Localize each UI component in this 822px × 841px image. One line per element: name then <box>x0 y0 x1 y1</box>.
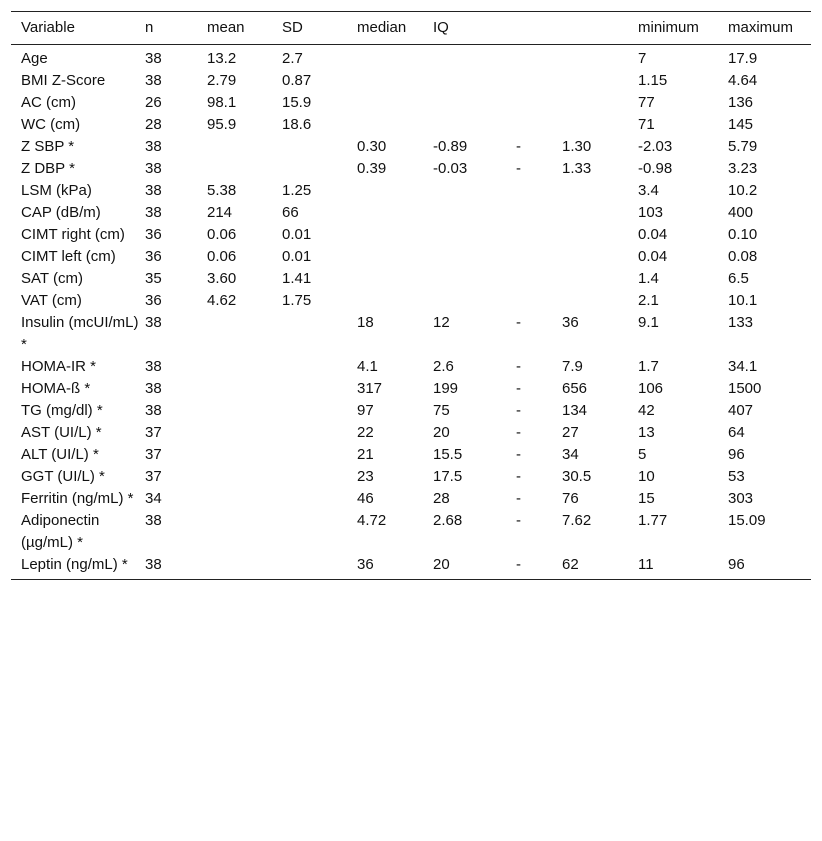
cell-iq-low: 12 <box>433 314 450 331</box>
cell-mean: 2.79 <box>207 72 237 89</box>
cell-median <box>357 180 433 202</box>
cell-n: 35 <box>145 270 162 287</box>
cell-maximum: 15.09 <box>728 512 766 529</box>
cell-iq-low: 28 <box>433 490 450 507</box>
cell-variable: HOMA-ß * <box>21 380 91 397</box>
cell-median <box>357 268 433 290</box>
column-header-mean: mean <box>207 12 282 45</box>
cell-maximum: 4.64 <box>728 72 758 89</box>
cell-median: 0.30 <box>357 138 387 155</box>
cell-mean <box>207 356 282 378</box>
cell-iq-low <box>433 290 516 312</box>
cell-sd <box>282 312 357 356</box>
cell-median <box>357 92 433 114</box>
cell-iq-sep <box>516 268 562 290</box>
cell-iq-sep: - <box>516 446 521 463</box>
cell-variable: Adiponectin (µg/mL) * <box>21 512 100 551</box>
cell-iq-low: -0.89 <box>433 138 468 155</box>
table-row <box>11 92 811 114</box>
cell-maximum: 400 <box>728 204 754 221</box>
cell-iq-low <box>433 180 516 202</box>
cell-sd <box>282 136 357 158</box>
cell-sd <box>282 488 357 510</box>
cell-iq-high <box>562 246 638 268</box>
cell-n: 37 <box>145 468 162 485</box>
cell-variable: AST (UI/L) * <box>21 424 102 441</box>
data-table-container <box>11 11 811 580</box>
cell-variable: CIMT left (cm) <box>21 248 116 265</box>
table-row <box>11 312 811 356</box>
cell-maximum: 0.08 <box>728 248 758 265</box>
cell-n: 36 <box>145 248 162 265</box>
cell-n: 26 <box>145 94 162 111</box>
cell-median: 0.39 <box>357 160 387 177</box>
cell-n: 38 <box>145 138 162 155</box>
cell-iq-low: 17.5 <box>433 468 463 485</box>
cell-iq-high: 1.30 <box>562 138 592 155</box>
cell-median <box>357 246 433 268</box>
cell-iq-low <box>433 45 516 71</box>
cell-n: 37 <box>145 424 162 441</box>
cell-mean: 3.60 <box>207 270 237 287</box>
cell-iq-low <box>433 70 516 92</box>
cell-n: 38 <box>145 182 162 199</box>
cell-n: 38 <box>145 358 162 375</box>
cell-minimum: 15 <box>638 490 655 507</box>
statistics-table <box>11 11 811 580</box>
cell-n: 38 <box>145 556 162 573</box>
cell-iq-high: 36 <box>562 314 579 331</box>
cell-iq-sep: - <box>516 314 521 331</box>
cell-mean <box>207 466 282 488</box>
cell-variable: Leptin (ng/mL) * <box>21 556 128 573</box>
cell-iq-low <box>433 268 516 290</box>
cell-n: 38 <box>145 380 162 397</box>
cell-median <box>357 202 433 224</box>
cell-minimum: 7 <box>638 50 647 67</box>
cell-minimum: 103 <box>638 204 664 221</box>
table-row <box>11 268 811 290</box>
table-row <box>11 202 811 224</box>
cell-variable: Age <box>21 50 48 67</box>
cell-mean <box>207 312 282 356</box>
cell-maximum: 0.10 <box>728 226 758 243</box>
cell-iq-high <box>562 92 638 114</box>
cell-median: 97 <box>357 402 374 419</box>
cell-sd <box>282 158 357 180</box>
cell-mean <box>207 444 282 466</box>
cell-median: 46 <box>357 490 374 507</box>
cell-iq-high: 62 <box>562 556 579 573</box>
cell-mean: 0.06 <box>207 226 237 243</box>
cell-minimum: 42 <box>638 402 655 419</box>
cell-iq-low: 199 <box>433 380 459 397</box>
cell-maximum: 145 <box>728 116 754 133</box>
cell-iq-sep <box>516 92 562 114</box>
cell-iq-high: 7.62 <box>562 512 592 529</box>
cell-maximum: 6.5 <box>728 270 749 287</box>
cell-mean: 4.62 <box>207 292 237 309</box>
cell-median: 21 <box>357 446 374 463</box>
cell-iq-high: 76 <box>562 490 579 507</box>
cell-iq-high: 1.33 <box>562 160 592 177</box>
cell-sd <box>282 356 357 378</box>
table-row <box>11 290 811 312</box>
cell-iq-sep <box>516 45 562 71</box>
column-header-median: median <box>357 12 433 45</box>
table-row <box>11 422 811 444</box>
cell-n: 28 <box>145 116 162 133</box>
cell-iq-sep: - <box>516 512 521 529</box>
cell-variable: CAP (dB/m) <box>21 204 101 221</box>
cell-minimum: 1.4 <box>638 270 659 287</box>
cell-median: 317 <box>357 380 383 397</box>
cell-minimum: 1.15 <box>638 72 668 89</box>
cell-minimum: 2.1 <box>638 292 659 309</box>
cell-variable: CIMT right (cm) <box>21 226 125 243</box>
cell-n: 38 <box>145 314 162 331</box>
table-row <box>11 378 811 400</box>
cell-iq-high: 34 <box>562 446 579 463</box>
cell-sd: 0.87 <box>282 72 312 89</box>
cell-iq-high: 7.9 <box>562 358 583 375</box>
cell-minimum: 1.77 <box>638 512 668 529</box>
cell-variable: AC (cm) <box>21 94 76 111</box>
cell-n: 37 <box>145 446 162 463</box>
cell-mean <box>207 488 282 510</box>
cell-iq-sep: - <box>516 490 521 507</box>
cell-variable: Z SBP * <box>21 138 75 155</box>
cell-sd: 0.01 <box>282 248 312 265</box>
cell-sd <box>282 466 357 488</box>
cell-variable: TG (mg/dl) * <box>21 402 103 419</box>
cell-n: 34 <box>145 490 162 507</box>
table-row <box>11 180 811 202</box>
cell-sd: 15.9 <box>282 94 312 111</box>
cell-median: 4.1 <box>357 358 378 375</box>
cell-median: 18 <box>357 314 374 331</box>
cell-n: 38 <box>145 204 162 221</box>
cell-maximum: 1500 <box>728 380 762 397</box>
cell-iq-low: 2.68 <box>433 512 463 529</box>
cell-iq-high <box>562 45 638 71</box>
cell-maximum: 96 <box>728 556 745 573</box>
cell-variable: Ferritin (ng/mL) * <box>21 490 134 507</box>
cell-variable: VAT (cm) <box>21 292 82 309</box>
table-row <box>11 136 811 158</box>
cell-sd <box>282 510 357 554</box>
cell-iq-sep <box>516 246 562 268</box>
cell-median <box>357 70 433 92</box>
cell-iq-low <box>433 114 516 136</box>
cell-variable: SAT (cm) <box>21 270 83 287</box>
cell-iq-high <box>562 202 638 224</box>
cell-mean: 214 <box>207 204 233 221</box>
cell-iq-sep: - <box>516 160 521 177</box>
cell-iq-low <box>433 246 516 268</box>
cell-iq-high <box>562 70 638 92</box>
cell-maximum: 64 <box>728 424 745 441</box>
cell-mean: 5.38 <box>207 182 237 199</box>
table-body <box>11 45 811 580</box>
cell-iq-sep: - <box>516 468 521 485</box>
cell-minimum: 11 <box>638 556 654 573</box>
cell-maximum: 17.9 <box>728 50 758 67</box>
cell-sd: 1.41 <box>282 270 312 287</box>
cell-iq-sep <box>516 290 562 312</box>
cell-maximum: 10.1 <box>728 292 758 309</box>
cell-sd: 0.01 <box>282 226 312 243</box>
cell-iq-high: 134 <box>562 402 588 419</box>
cell-n: 38 <box>145 72 162 89</box>
cell-iq-low <box>433 92 516 114</box>
table-row <box>11 246 811 268</box>
cell-iq-high: 656 <box>562 380 588 397</box>
cell-maximum: 5.79 <box>728 138 758 155</box>
cell-iq-sep <box>516 114 562 136</box>
cell-variable: WC (cm) <box>21 116 81 133</box>
cell-maximum: 133 <box>728 314 754 331</box>
table-row <box>11 356 811 378</box>
cell-sd <box>282 554 357 580</box>
cell-median <box>357 290 433 312</box>
cell-iq-sep <box>516 224 562 246</box>
cell-iq-low: 20 <box>433 556 450 573</box>
cell-n: 38 <box>145 160 162 177</box>
cell-sd <box>282 378 357 400</box>
cell-iq-low: 75 <box>433 402 450 419</box>
cell-mean <box>207 510 282 554</box>
cell-median: 22 <box>357 424 374 441</box>
table-row <box>11 158 811 180</box>
cell-n: 38 <box>145 402 162 419</box>
column-header-minimum: minimum <box>638 12 728 45</box>
cell-iq-high <box>562 180 638 202</box>
table-row <box>11 510 811 554</box>
cell-variable: Insulin (mcUI/mL) * <box>21 314 139 353</box>
cell-minimum: 13 <box>638 424 655 441</box>
cell-iq-high <box>562 114 638 136</box>
cell-iq-sep: - <box>516 358 521 375</box>
cell-variable: GGT (UI/L) * <box>21 468 105 485</box>
cell-maximum: 136 <box>728 94 754 111</box>
cell-iq-low <box>433 224 516 246</box>
cell-iq-sep: - <box>516 138 521 155</box>
cell-iq-high <box>562 268 638 290</box>
column-header-maximum: maximum <box>728 12 811 45</box>
cell-variable: Z DBP * <box>21 160 75 177</box>
cell-sd: 18.6 <box>282 116 312 133</box>
column-header-variable: Variable <box>11 12 145 45</box>
cell-median <box>357 114 433 136</box>
table-row <box>11 466 811 488</box>
cell-median <box>357 224 433 246</box>
cell-iq-low <box>433 202 516 224</box>
cell-sd <box>282 444 357 466</box>
cell-iq-sep: - <box>516 380 521 397</box>
cell-iq-high <box>562 290 638 312</box>
column-header-iq-sep <box>516 12 562 45</box>
cell-iq-high: 27 <box>562 424 579 441</box>
cell-iq-low: -0.03 <box>433 160 468 177</box>
cell-variable: LSM (kPa) <box>21 182 92 199</box>
cell-mean: 13.2 <box>207 50 237 67</box>
cell-minimum: 77 <box>638 94 655 111</box>
cell-mean <box>207 158 282 180</box>
cell-sd: 1.75 <box>282 292 312 309</box>
cell-minimum: 71 <box>638 116 655 133</box>
cell-variable: BMI Z-Score <box>21 72 106 89</box>
cell-maximum: 34.1 <box>728 358 758 375</box>
table-row <box>11 444 811 466</box>
cell-iq-low: 15.5 <box>433 446 463 463</box>
column-header-iq-high <box>562 12 638 45</box>
cell-iq-low: 20 <box>433 424 450 441</box>
table-row <box>11 400 811 422</box>
table-row <box>11 114 811 136</box>
table-row <box>11 554 811 580</box>
cell-sd <box>282 422 357 444</box>
cell-minimum: 3.4 <box>638 182 659 199</box>
cell-mean <box>207 378 282 400</box>
cell-n: 36 <box>145 226 162 243</box>
cell-minimum: 0.04 <box>638 248 668 265</box>
table-row <box>11 488 811 510</box>
cell-median: 4.72 <box>357 512 387 529</box>
cell-iq-sep: - <box>516 402 521 419</box>
cell-iq-high: 30.5 <box>562 468 592 485</box>
cell-n: 38 <box>145 50 162 67</box>
column-header-n: n <box>145 12 207 45</box>
cell-mean <box>207 422 282 444</box>
cell-n: 38 <box>145 512 162 529</box>
cell-n: 36 <box>145 292 162 309</box>
cell-minimum: 1.7 <box>638 358 659 375</box>
cell-median: 36 <box>357 556 374 573</box>
table-header-row <box>11 12 811 45</box>
cell-minimum: 9.1 <box>638 314 659 331</box>
cell-minimum: 10 <box>638 468 655 485</box>
cell-maximum: 96 <box>728 446 745 463</box>
cell-mean: 98.1 <box>207 94 237 111</box>
cell-variable: HOMA-IR * <box>21 358 96 375</box>
cell-minimum: -2.03 <box>638 138 673 155</box>
cell-mean: 95.9 <box>207 116 237 133</box>
cell-mean <box>207 554 282 580</box>
cell-minimum: 5 <box>638 446 647 463</box>
cell-maximum: 303 <box>728 490 754 507</box>
cell-iq-low: 2.6 <box>433 358 454 375</box>
cell-variable: ALT (UI/L) * <box>21 446 99 463</box>
cell-iq-sep: - <box>516 424 521 441</box>
table-row <box>11 224 811 246</box>
cell-sd: 2.7 <box>282 50 303 67</box>
cell-median: 23 <box>357 468 374 485</box>
cell-iq-sep: - <box>516 556 521 573</box>
cell-iq-high <box>562 224 638 246</box>
column-header-sd: SD <box>282 12 357 45</box>
cell-sd: 66 <box>282 204 299 221</box>
cell-mean <box>207 136 282 158</box>
cell-mean <box>207 400 282 422</box>
cell-iq-sep <box>516 70 562 92</box>
cell-maximum: 10.2 <box>728 182 758 199</box>
table-row <box>11 70 811 92</box>
cell-maximum: 53 <box>728 468 745 485</box>
cell-sd: 1.25 <box>282 182 312 199</box>
cell-minimum: -0.98 <box>638 160 673 177</box>
cell-sd <box>282 400 357 422</box>
cell-mean: 0.06 <box>207 248 237 265</box>
cell-iq-sep <box>516 180 562 202</box>
cell-median <box>357 45 433 71</box>
table-row <box>11 45 811 71</box>
cell-minimum: 0.04 <box>638 226 668 243</box>
cell-maximum: 3.23 <box>728 160 758 177</box>
column-header-iq-low: IQ <box>433 12 516 45</box>
cell-iq-sep <box>516 202 562 224</box>
cell-maximum: 407 <box>728 402 754 419</box>
cell-minimum: 106 <box>638 380 664 397</box>
